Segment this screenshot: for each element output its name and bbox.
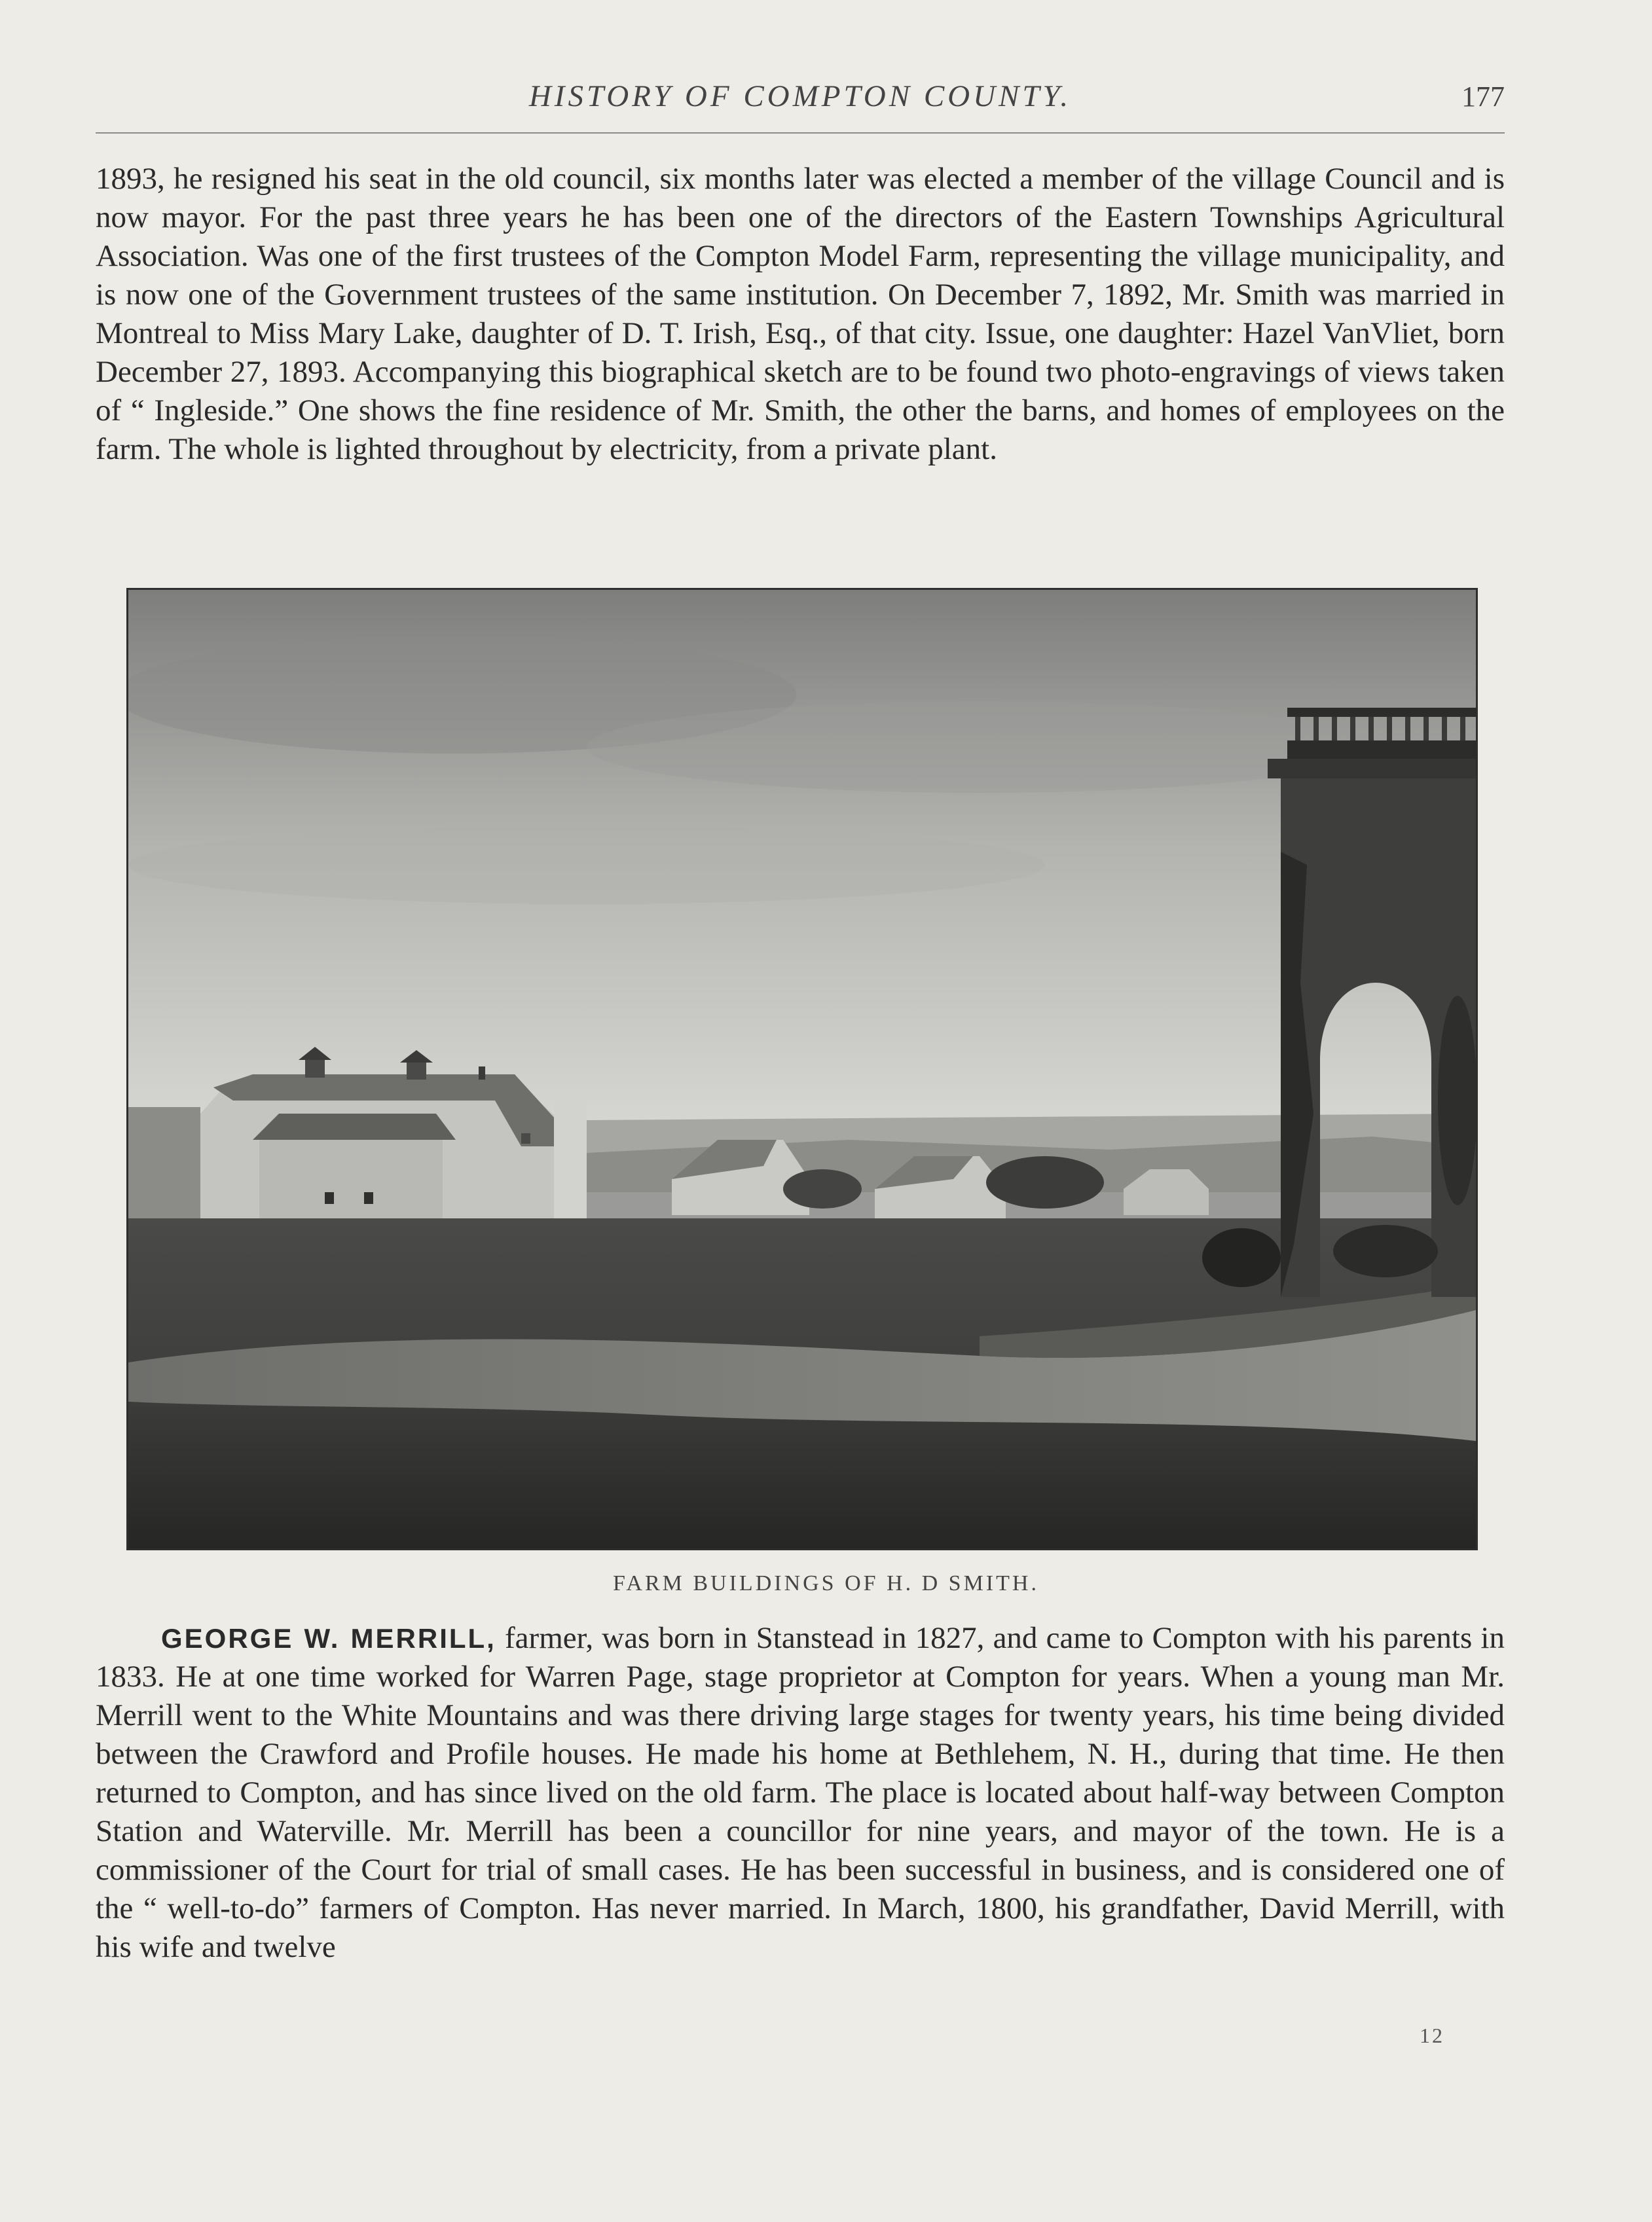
- paragraph-merrill-biography: [96, 1619, 1505, 1967]
- paragraph-smith-biography: 1893, he resigned his seat in the old council, six months later was elected a member of the village Council and is now mayor. For the past three years he has been one of the directors of the Eastern Townships Agricultural Association. Was one of the first trustees of the Compton Model Farm, representing the village municipality, and is now one of the Government trustees of the same institution. On December 7, 1892, Mr. Smith was married in Montreal to Miss Mary Lake, daughter of D. T. Irish, Esq., of that city. Issue, one daughter: Hazel VanVliet, born December 27, 1893. Accompanying this biographical sketch are to be found two photo-engravings of views taken of “ Ingleside.” One shows the fine residence of Mr. Smith, the other the barns, and homes of employees on the farm. The whole is lighted throughout by electricity, from a private plant.: [96, 162, 1505, 466]
- photo-plate-farm-buildings: [126, 588, 1478, 1550]
- farm-photograph: [128, 590, 1476, 1548]
- merrill-name-lead: GEORGE W. MERRILL,: [161, 1623, 496, 1654]
- merrill-biography-text: farmer, was born in Stanstead in 1827, and came to Compton with his parents in 1833. He at one time worked for Warren Page, stage proprietor at Compton for years. When a young man Mr. Merrill went to the White Mountains and was there driving large stages for twenty years, his time being divided between the Crawford and Profile houses. He made his home at Bethlehem, N. H., during that time. He then returned to Compton, and has since lived on the old farm. The place is located about half-way between Compton Station and Waterville. Mr. Merrill has been a councillor for nine years, and mayor of the town. He is a commissioner of the Court for trial of small cases. He has been successful in business, and is considered one of the “ well-to-do” farmers of Compton. Has never married. In March, 1800, his grandfather, David Merrill, with his wife and twelve: [96, 1621, 1505, 1964]
- running-title: HISTORY OF COMPTON COUNTY.: [528, 79, 1072, 113]
- sky: [128, 590, 1476, 1153]
- signature-mark: 12: [1420, 2024, 1444, 2047]
- plate-caption: FARM BUILDINGS OF H. D SMITH.: [613, 1571, 1039, 1595]
- page-number: 177: [1461, 81, 1505, 113]
- running-head: [96, 73, 1505, 134]
